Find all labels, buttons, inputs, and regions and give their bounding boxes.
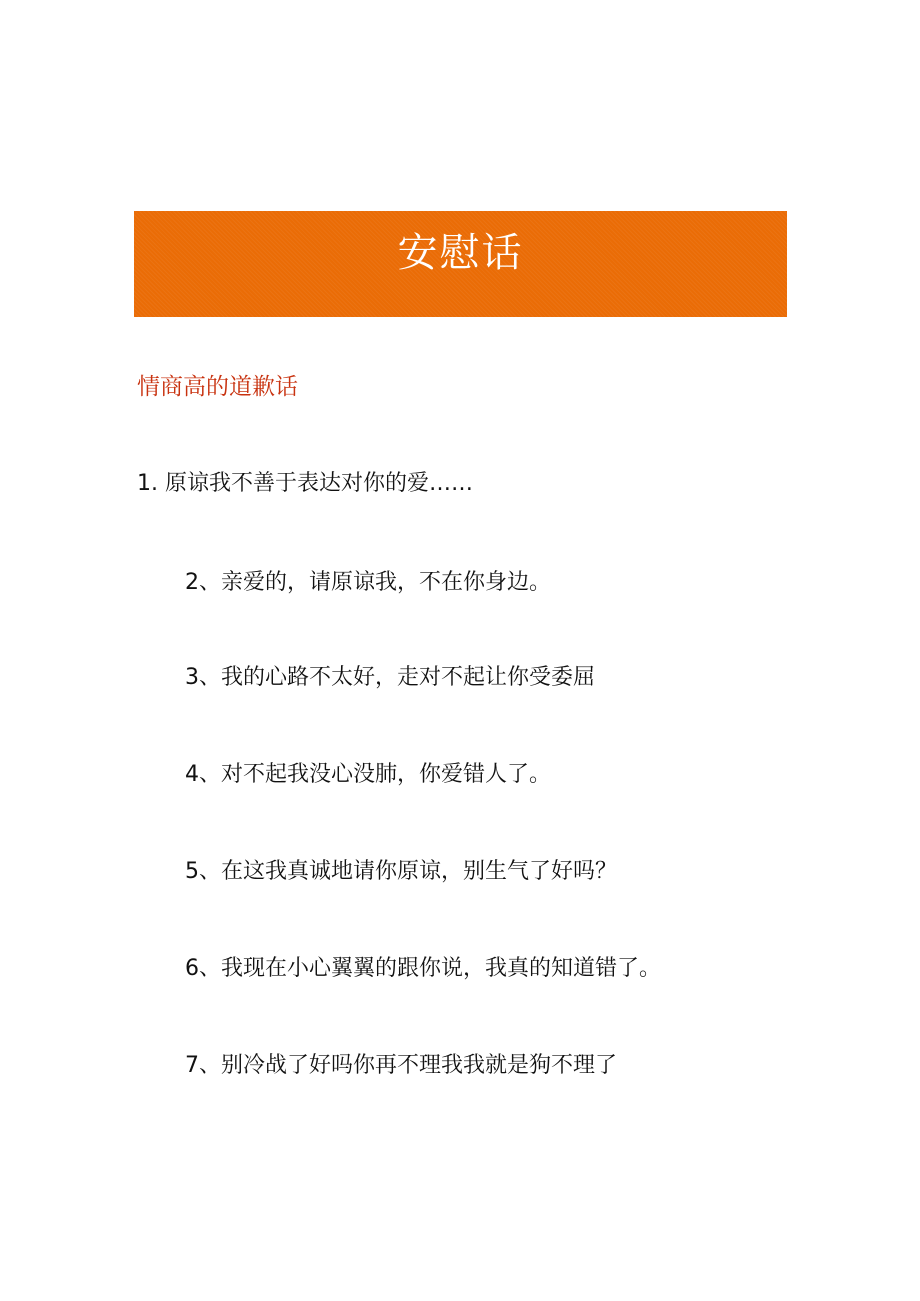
list-item-6: 6、我现在小心翼翼的跟你说，我真的知道错了。 xyxy=(185,956,661,981)
list-item-3: 3、我的心路不太好，走对不起让你受委屈 xyxy=(185,665,595,690)
list-item-7: 7、别冷战了好吗你再不理我我就是狗不理了 xyxy=(185,1053,617,1078)
section-heading: 情商高的道歉话 xyxy=(137,374,298,400)
list-item-2: 2、亲爱的，请原谅我，不在你身边。 xyxy=(185,570,551,595)
list-item-5: 5、在这我真诚地请你原谅，别生气了好吗？ xyxy=(185,859,617,884)
list-item-4: 4、对不起我没心没肺，你爱错人了。 xyxy=(185,762,551,787)
title-banner xyxy=(134,211,787,317)
list-item-1: 1. 原谅我不善于表达对你的爱…… xyxy=(137,471,473,496)
banner-title: 安慰话 xyxy=(397,230,524,276)
